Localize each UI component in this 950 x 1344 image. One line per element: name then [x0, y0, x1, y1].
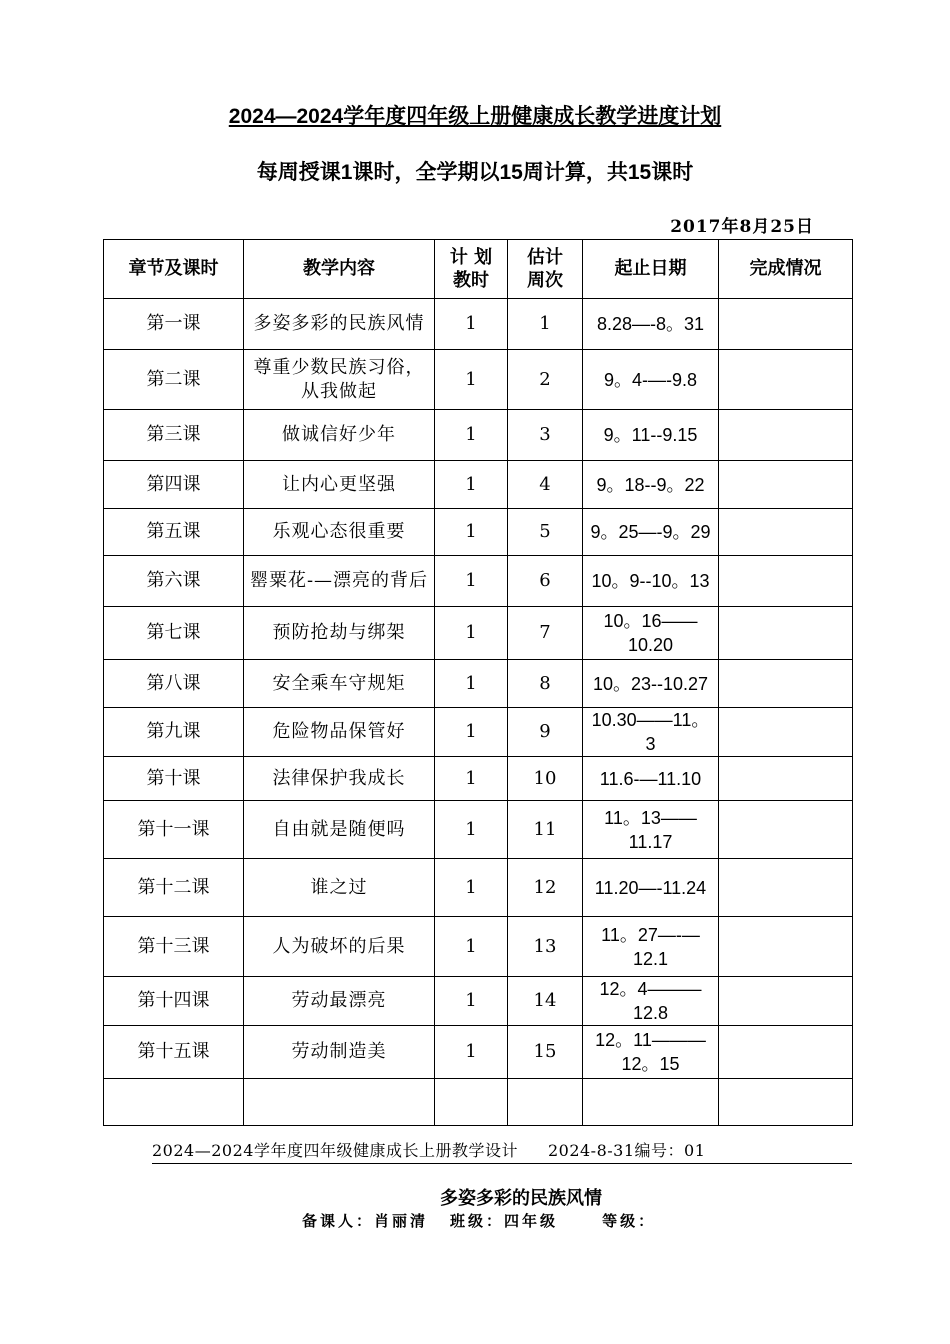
cell-week: 13 [508, 917, 583, 977]
cell-hours: 1 [435, 410, 508, 461]
table-row [104, 461, 853, 509]
cell-status [719, 1079, 853, 1126]
cell-week: 10 [508, 757, 583, 801]
table-row [104, 757, 853, 801]
header-chapter: 章节及课时 [104, 240, 244, 299]
cell-dates [583, 1079, 719, 1126]
cell-hours: 1 [435, 1026, 508, 1079]
table-row [104, 1026, 853, 1079]
cell-chapter: 第十三课 [104, 917, 244, 977]
cell-dates: 11。27—-—12.1 [583, 917, 719, 977]
cell-status [719, 977, 853, 1026]
cell-week: 1 [508, 299, 583, 350]
table-row [104, 410, 853, 461]
cell-dates: 10。9--10。13 [583, 556, 719, 607]
cell-content: 劳动最漂亮 [244, 977, 435, 1026]
class-label: 班级： [450, 1212, 505, 1230]
page-title: 2024—2024学年度四年级上册健康成长教学进度计划 [228, 105, 722, 128]
header-status: 完成情况 [719, 240, 853, 299]
cell-chapter: 第五课 [104, 509, 244, 556]
cell-chapter: 第八课 [104, 660, 244, 708]
cell-status [719, 556, 853, 607]
header-week-text: 估计 周次 [527, 247, 563, 291]
cell-hours: 1 [435, 859, 508, 917]
table-row [104, 977, 853, 1026]
cell-dates: 11。13——11.17 [583, 801, 719, 859]
cell-week: 5 [508, 509, 583, 556]
grade-label: 等级： [602, 1212, 657, 1230]
table-row [104, 607, 853, 660]
cell-status [719, 917, 853, 977]
cell-dates: 12。4———12.8 [583, 977, 719, 1026]
cell-dates: 10。23--10.27 [583, 660, 719, 708]
document-date: 2017年8月25日 [670, 217, 814, 237]
cell-dates: 10。16——10.20 [583, 607, 719, 660]
cell-chapter: 第十一课 [104, 801, 244, 859]
table-row [104, 509, 853, 556]
cell-content: 尊重少数民族习俗，从我做起 [244, 350, 435, 410]
cell-dates: 9。4-—-9.8 [583, 350, 719, 410]
table-row [104, 859, 853, 917]
header-content: 教学内容 [244, 240, 435, 299]
cell-chapter: 第四课 [104, 461, 244, 509]
cell-content: 法律保护我成长 [244, 757, 435, 801]
cell-week: 15 [508, 1026, 583, 1079]
cell-status [719, 410, 853, 461]
cell-week: 3 [508, 410, 583, 461]
cell-status [719, 1026, 853, 1079]
cell-hours: 1 [435, 556, 508, 607]
cell-content [244, 1079, 435, 1126]
cell-hours: 1 [435, 917, 508, 977]
cell-dates: 11.6-—11.10 [583, 757, 719, 801]
cell-hours: 1 [435, 299, 508, 350]
cell-dates: 9。11--9.15 [583, 410, 719, 461]
cell-hours: 1 [435, 607, 508, 660]
cell-chapter: 第七课 [104, 607, 244, 660]
schedule-body [104, 299, 853, 1126]
cell-week: 2 [508, 350, 583, 410]
design-info-line [152, 1138, 852, 1164]
cell-hours: 1 [435, 757, 508, 801]
header-hours-text: 计 划 教时 [449, 247, 493, 291]
cell-content: 做诚信好少年 [244, 410, 435, 461]
cell-hours: 1 [435, 660, 508, 708]
cell-dates: 11.20—-11.24 [583, 859, 719, 917]
cell-hours [435, 1079, 508, 1126]
table-row [104, 299, 853, 350]
cell-week: 7 [508, 607, 583, 660]
teacher-name: 肖丽清 [374, 1212, 429, 1230]
table-row [104, 660, 853, 708]
cell-content: 多姿多彩的民族风情 [244, 299, 435, 350]
table-row [104, 708, 853, 757]
cell-chapter: 第十五课 [104, 1026, 244, 1079]
cell-status [719, 757, 853, 801]
cell-content: 危险物品保管好 [244, 708, 435, 757]
cell-hours: 1 [435, 977, 508, 1026]
cell-content: 谁之过 [244, 859, 435, 917]
cell-status [719, 350, 853, 410]
cell-chapter: 第六课 [104, 556, 244, 607]
cell-content: 自由就是随便吗 [244, 801, 435, 859]
cell-week: 9 [508, 708, 583, 757]
cell-content: 罂粟花-—漂亮的背后 [244, 556, 435, 607]
design-title: 2024—2024学年度四年级健康成长上册教学设计 [152, 1141, 518, 1160]
header-dates: 起止日期 [583, 240, 719, 299]
cell-chapter: 第三课 [104, 410, 244, 461]
cell-status [719, 660, 853, 708]
cell-hours: 1 [435, 509, 508, 556]
cell-hours: 1 [435, 801, 508, 859]
cell-chapter: 第十二课 [104, 859, 244, 917]
cell-content: 安全乘车守规矩 [244, 660, 435, 708]
cell-status [719, 299, 853, 350]
table-row [104, 917, 853, 977]
cell-week: 4 [508, 461, 583, 509]
cell-content: 预防抢劫与绑架 [244, 607, 435, 660]
cell-status [719, 607, 853, 660]
cell-status [719, 801, 853, 859]
teacher-info-line [302, 1210, 656, 1231]
cell-week: 8 [508, 660, 583, 708]
cell-hours: 1 [435, 350, 508, 410]
class-value: 四年级 [504, 1212, 559, 1230]
table-header-row [104, 240, 853, 299]
design-date: 2024-8-31 [547, 1141, 635, 1160]
schedule-table [103, 239, 853, 1126]
cell-content: 人为破坏的后果 [244, 917, 435, 977]
cell-status [719, 859, 853, 917]
cell-chapter [104, 1079, 244, 1126]
table-row [104, 350, 853, 410]
cell-dates: 10.30——11。3 [583, 708, 719, 757]
cell-status [719, 509, 853, 556]
cell-week: 14 [508, 977, 583, 1026]
cell-chapter: 第十课 [104, 757, 244, 801]
serial-value: 01 [684, 1141, 706, 1160]
table-row [104, 801, 853, 859]
cell-content: 让内心更坚强 [244, 461, 435, 509]
cell-chapter: 第十四课 [104, 977, 244, 1026]
serial-label: 编号： [634, 1141, 685, 1160]
header-hours [435, 240, 508, 299]
cell-week: 12 [508, 859, 583, 917]
cell-status [719, 708, 853, 757]
table-row [104, 1079, 853, 1126]
cell-dates: 9。18--9。22 [583, 461, 719, 509]
cell-chapter: 第二课 [104, 350, 244, 410]
cell-content: 乐观心态很重要 [244, 509, 435, 556]
cell-dates: 8.28—-8。31 [583, 299, 719, 350]
cell-week [508, 1079, 583, 1126]
cell-status [719, 461, 853, 509]
cell-hours: 1 [435, 461, 508, 509]
cell-hours: 1 [435, 708, 508, 757]
cell-chapter: 第一课 [104, 299, 244, 350]
cell-dates: 9。25—-9。29 [583, 509, 719, 556]
page-subtitle: 每周授课1课时，全学期以15周计算，共15课时 [256, 161, 694, 184]
cell-dates: 12。11———12。15 [583, 1026, 719, 1079]
cell-chapter: 第九课 [104, 708, 244, 757]
header-week [508, 240, 583, 299]
table-row [104, 556, 853, 607]
lesson-title: 多姿多彩的民族风情 [440, 1188, 602, 1208]
cell-content: 劳动制造美 [244, 1026, 435, 1079]
cell-week: 11 [508, 801, 583, 859]
teacher-label: 备课人： [302, 1212, 375, 1230]
cell-week: 6 [508, 556, 583, 607]
